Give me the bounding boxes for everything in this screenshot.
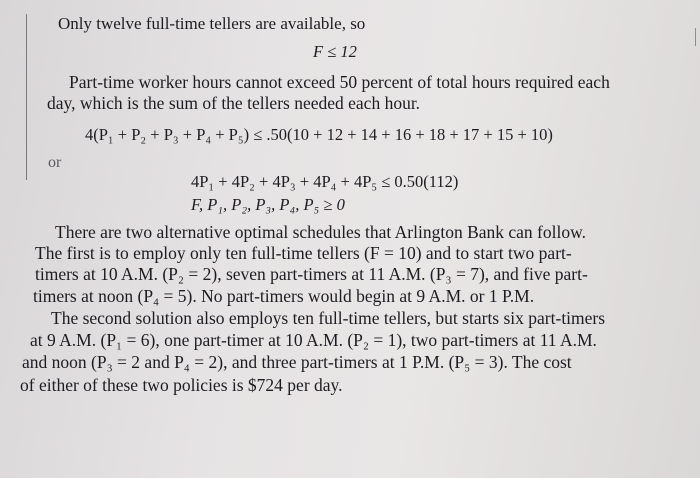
constraint-full-time: F ≤ 12 bbox=[313, 42, 357, 61]
intro-line: Only twelve full-time tellers are available, so bbox=[58, 14, 366, 33]
solution-paragraph-line-7: and noon (P₃ = 2 and P₄ = 2), and three part-timers at 1 P.M. (P₅ = 3). The cost bbox=[22, 352, 572, 372]
solution-paragraph-line-4: timers at noon (P₄ = 5). No part-timers would begin at 9 A.M. or 1 P.M. bbox=[33, 286, 535, 306]
equation-parttime-hours: 4(P₁ + P₂ + P₃ + P₄ + P₅) ≤ .50(10 + 12 + 14 + 16 + 18 + 17 + 15 + 10) bbox=[85, 125, 553, 144]
parttime-paragraph-line-2: day, which is the sum of the tellers needed each hour. bbox=[47, 93, 421, 113]
solution-paragraph-line-1: There are two alternative optimal schedules that Arlington Bank can follow. bbox=[55, 222, 586, 242]
equation-nonnegativity: F, P₁, P₂, P₃, P₄, P₅ ≥ 0 bbox=[191, 195, 345, 214]
solution-paragraph-line-5: The second solution also employs ten full-time tellers, but starts six part-timers bbox=[51, 308, 606, 328]
solution-paragraph-line-3: timers at 10 A.M. (P₂ = 2), seven part-timers at 11 A.M. (P₃ = 7), and five part- bbox=[35, 264, 588, 284]
page-margin-rule bbox=[26, 14, 27, 180]
solution-paragraph-line-8: of either of these two policies is $724 per day. bbox=[20, 375, 343, 395]
or-label: or bbox=[48, 154, 62, 171]
equation-simplified: 4P₁ + 4P₂ + 4P₃ + 4P₄ + 4P₅ ≤ 0.50(112) bbox=[191, 172, 459, 191]
solution-paragraph-line-6: at 9 A.M. (P₁ = 6), one part-timer at 10 A.M. (P₂ = 1), two part-timers at 11 A.M. bbox=[30, 330, 597, 350]
page-edge-mark bbox=[695, 28, 696, 46]
solution-paragraph-line-2: The first is to employ only ten full-time tellers (F = 10) and to start two part- bbox=[35, 243, 572, 263]
parttime-paragraph-line-1: Part-time worker hours cannot exceed 50 percent of total hours required each bbox=[69, 72, 610, 92]
